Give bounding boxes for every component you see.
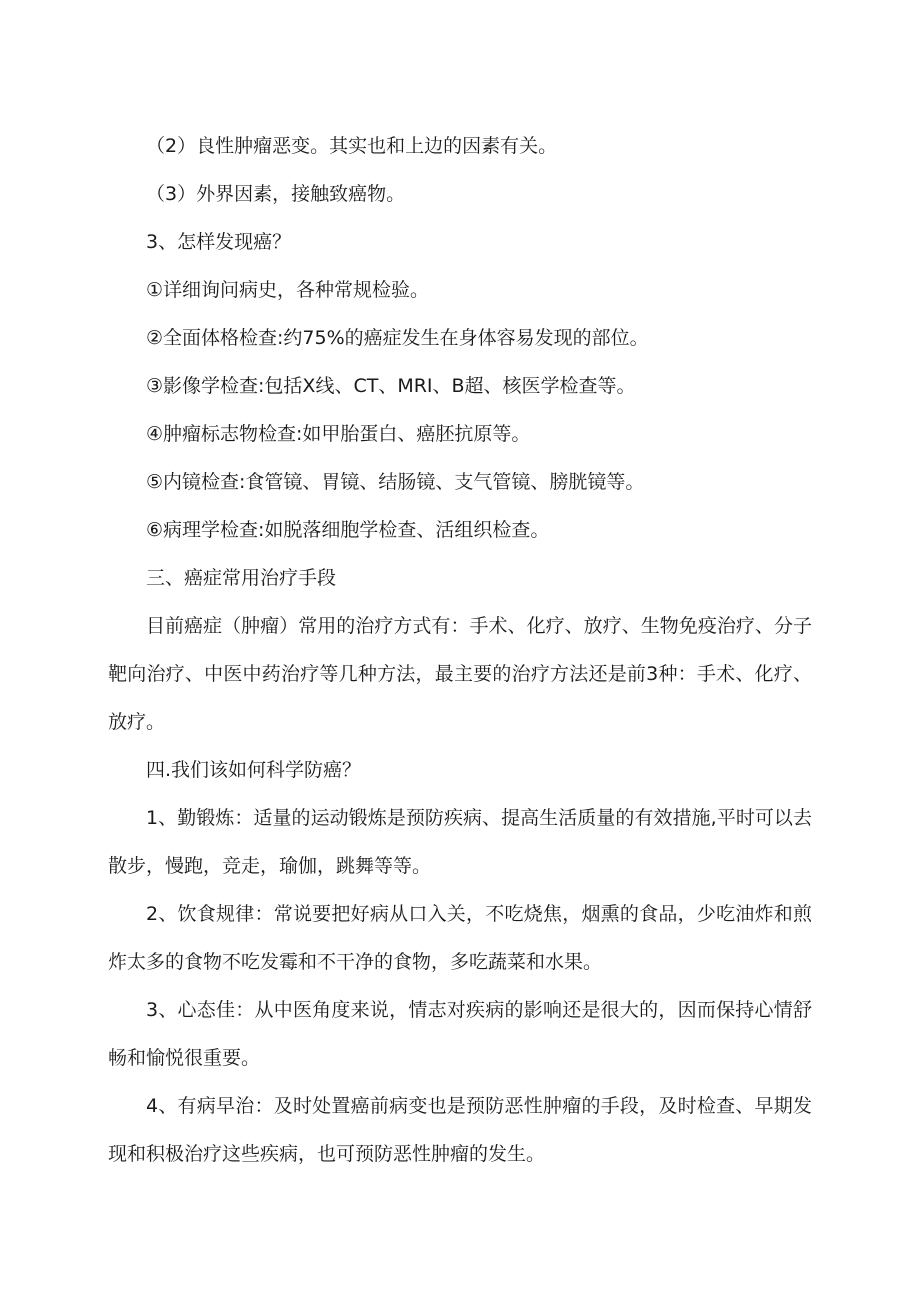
heading-how-to-detect: 3、怎样发现癌？ — [146, 231, 292, 253]
section-heading-treatment: 三、癌症常用治疗手段 — [146, 567, 337, 589]
paragraph-early-treatment: 4、有病早治：及时处置癌前病变也是预防恶性肿瘤的手段，及时检查、早期发现和积极治疗这些疾病，也可预防恶性肿瘤的发生。 — [108, 1095, 812, 1165]
list-item-imaging: ③影像学检查:包括X线、CT、MRI、B超、核医学检查等。 — [146, 375, 636, 397]
list-item-pathology: ⑥病理学检查:如脱落细胞学检查、活组织检查。 — [146, 519, 550, 541]
paragraph-mindset: 3、心态佳：从中医角度来说，情志对疾病的影响还是很大的，因而保持心情舒畅和愉悦很重要。 — [108, 999, 812, 1069]
section-heading-prevention: 四.我们该如何科学防癌？ — [146, 759, 362, 781]
list-item-physical-exam: ②全面体格检查:约75%的癌症发生在身体容易发现的部位。 — [146, 327, 649, 349]
paragraph-benign-tumor: （2）良性肿瘤恶变。其实也和上边的因素有关。 — [146, 135, 558, 157]
paragraph-treatment-methods: 目前癌症（肿瘤）常用的治疗方式有：手术、化疗、放疗、生物免疫治疗、分子靶向治疗、中医中药治疗等几种方法，最主要的治疗方法还是前3种：手术、化疗、放疗。 — [108, 615, 812, 733]
paragraph-exercise: 1、勤锻炼：适量的运动锻炼是预防疾病、提高生活质量的有效措施,平时可以去散步，慢跑，竞走，瑜伽，跳舞等等。 — [108, 807, 812, 877]
list-item-medical-history: ①详细询问病史，各种常规检验。 — [146, 279, 430, 301]
list-item-tumor-markers: ④肿瘤标志物检查:如甲胎蛋白、癌胚抗原等。 — [146, 423, 531, 445]
paragraph-diet: 2、饮食规律：常说要把好病从口入关，不吃烧焦，烟熏的食品，少吃油炸和煎炸太多的食物不吃发霉和不干净的食物，多吃蔬菜和水果。 — [108, 903, 812, 973]
list-item-endoscopy: ⑤内镜检查:食管镜、胃镜、结肠镜、支气管镜、膀胱镜等。 — [146, 471, 645, 493]
document-body — [108, 122, 812, 1178]
paragraph-external-factors: （3）外界因素，接触致癌物。 — [146, 183, 406, 205]
